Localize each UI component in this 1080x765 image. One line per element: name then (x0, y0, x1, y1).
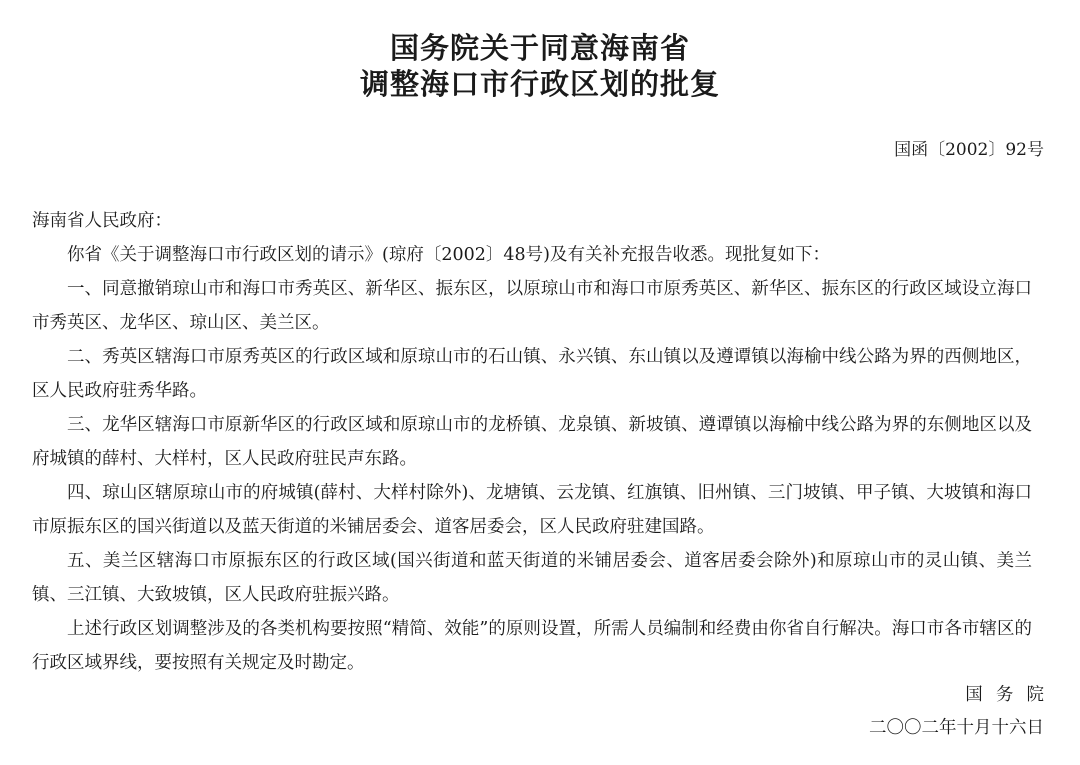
paragraph-item-3: 三、龙华区辖海口市原新华区的行政区域和原琼山市的龙桥镇、龙泉镇、新坡镇、遵谭镇以海榆中线公路为界的东侧地区以及府城镇的薛村、大样村，区人民政府驻民声东路。 (32, 415, 1032, 469)
issue-date: 二〇〇二年十月十六日 (869, 718, 1044, 738)
document-number: 国函〔2002〕92号 (894, 140, 1044, 160)
paragraph-item-5: 五、美兰区辖海口市原振东区的行政区域(国兴街道和蓝天街道的米铺居委会、道客居委会除外)和原琼山市的灵山镇、美兰镇、三江镇、大致坡镇，区人民政府驻振兴路。 (32, 551, 1032, 605)
addressee: 海南省人民政府： (32, 211, 172, 231)
document-title-line-1: 国务院关于同意海南省 (389, 31, 690, 65)
paragraph-item-4: 四、琼山区辖原琼山市的府城镇(薛村、大样村除外)、龙塘镇、云龙镇、红旗镇、旧州镇、三门坡镇、甲子镇、大坡镇和海口市原振东区的国兴街道以及蓝天街道的米铺居委会、道客居委会，区人民政府驻建国路。 (32, 483, 1032, 537)
document-title-line-2: 调整海口市行政区划的批复 (359, 67, 720, 101)
paragraph-intro: 你省《关于调整海口市行政区划的请示》(琼府〔2002〕48号)及有关补充报告收悉。现批复如下： (67, 245, 830, 265)
issuer-signature: 国务院 (965, 685, 1058, 705)
paragraph-item-2: 二、秀英区辖海口市原秀英区的行政区域和原琼山市的石山镇、永兴镇、东山镇以及遵谭镇以海榆中线公路为界的西侧地区，区人民政府驻秀华路。 (32, 347, 1032, 401)
paragraph-closing: 上述行政区划调整涉及的各类机构要按照“精简、效能”的原则设置，所需人员编制和经费由你省自行解决。海口市各市辖区的行政区域界线，要按照有关规定及时勘定。 (32, 619, 1032, 673)
paragraph-item-1: 一、同意撤销琼山市和海口市秀英区、新华区、振东区，以原琼山市和海口市原秀英区、新华区、振东区的行政区域设立海口市秀英区、龙华区、琼山区、美兰区。 (32, 279, 1032, 333)
document-body (32, 204, 1032, 680)
